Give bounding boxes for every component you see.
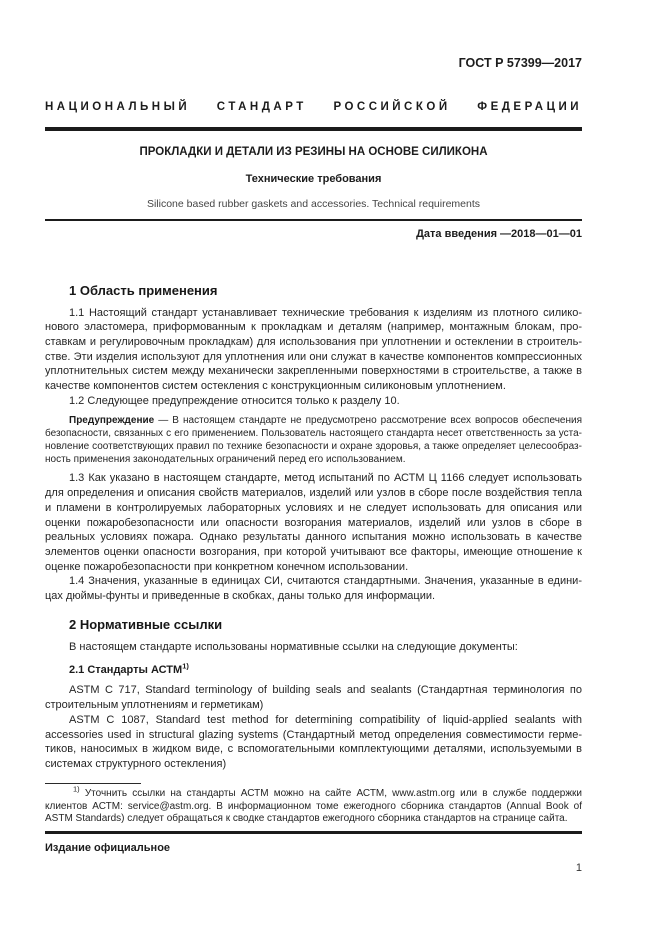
- section-2-intro: В настоящем стандарте использованы нормативные ссылки на следующие документы:: [69, 640, 518, 653]
- document-subtitle: Технические требования: [245, 172, 382, 185]
- footnote-divider: [45, 783, 141, 785]
- subsection-2-1-label: 2.1 Стандарты АСТМ: [69, 664, 183, 677]
- section-2-heading: 2 Нормативные ссылки: [69, 616, 223, 632]
- document-title: ПРОКЛАДКИ И ДЕТАЛИ ИЗ РЕЗИНЫ НА ОСНОВЕ СИЛИКОНА: [139, 145, 488, 158]
- footnote-text: Уточнить ссылки на стандарты АСТМ можно на сайте АСТМ, www.astm.org или в службе поддержки клиентов АСТМ: service@astm.org. В информационном томе ежегодного сборника стандартов (Annual Book of ASTM Standards) следует обращаться к сводке стандартов ежегодного сборника стандартов на странице сайта.: [45, 788, 582, 825]
- reference-astm-c1087: ASTM C 1087, Standard test method for determining compatibility of liquid-applied sealants with accessories used in structural glazing systems (Стандартный метод определения совместимости герметиков, наносимых в жидком виде, с вспомогательными комплектующими деталями, используемыми в системах структурного остекления): [45, 713, 582, 770]
- page-content: [45, 0, 582, 875]
- warning-text: — В настоящем стандарте не предусмотрено рассмотрение всех вопросов обеспечения безопасности, связанных с его применением. Пользователь настоящего стандарта несет ответственность за установление соответствующих правил по технике безопасности и охране здоровья, а также определяет целесообразность применения законодательных ограничений перед его использованием.: [45, 415, 582, 466]
- paragraph-1-2: 1.2 Следующее предупреждение относится только к разделу 10.: [69, 394, 400, 407]
- footnote-superscript: 1): [73, 784, 80, 794]
- effective-date: Дата введения —2018—01—01: [416, 227, 582, 240]
- paragraph-1-1: 1.1 Настоящий стандарт устанавливает технические требования к изделиям из плотного силиконового эластомера, приформованным к прокладкам и деталям (например, монтажным блокам, проставкам и регулировочным прокладкам) для использования при уплотнении и остеклении в строительстве. Эти изделия используют для уплотнения или они служат в качестве компонентов компрессионных уплотнительных систем между механически закрепленными поверхностями в строительстве, а также в качестве компонентов систем остекления с конструкционным силиконовым уплотнением.: [45, 306, 582, 393]
- official-edition-note: Издание официальное: [45, 841, 171, 854]
- doc-code: ГОСТ Р 57399—2017: [458, 56, 582, 70]
- footnote: [45, 784, 582, 826]
- warning-paragraph: [45, 414, 582, 466]
- footnote-ref-superscript: 1): [182, 661, 189, 671]
- page-number: 1: [575, 861, 582, 874]
- document-subtitle-en: Silicone based rubber gaskets and accessories. Technical requirements: [146, 197, 481, 210]
- date-rule: [45, 219, 582, 221]
- paragraph-1-3: 1.3 Как указано в настоящем стандарте, метод испытаний по АСТМ Ц 1166 следует использовать для определения и описания свойств материалов, изделий или узлов в сборе после воздействия тепла и пламени в контролируемых лабораторных условиях и не следует использовать для описания или оценки пожаробезопасности или опасности возгорания материалов, изделий или узлов в сборе в реальных условиях пожара. Однако результаты данного испытания можно использовать в качестве элементов оценки опасности возгорания, при которой учитывают все факторы, имеющие отношение к оценке пожаробезопасности при конкретном конечном использовании.: [45, 472, 582, 573]
- header-rule: [45, 127, 582, 131]
- footer-rule: [45, 831, 582, 834]
- standard-type-banner: НАЦИОНАЛЬНЫЙ СТАНДАРТ РОССИЙСКОЙ ФЕДЕРАЦИИ: [45, 101, 582, 113]
- reference-astm-c717: ASTM C 717, Standard terminology of building seals and sealants (Стандартная терминология по строительным уплотнениям и герметикам): [45, 684, 582, 712]
- section-1-heading: 1 Область применения: [69, 282, 218, 298]
- subsection-2-1-heading: [45, 663, 582, 678]
- warning-label: Предупреждение: [69, 415, 155, 427]
- paragraph-1-4: 1.4 Значения, указанные в единицах СИ, считаются стандартными. Значения, указанные в единицах дюймы-фунты и приведенные в скобках, даны только для информации.: [45, 575, 582, 603]
